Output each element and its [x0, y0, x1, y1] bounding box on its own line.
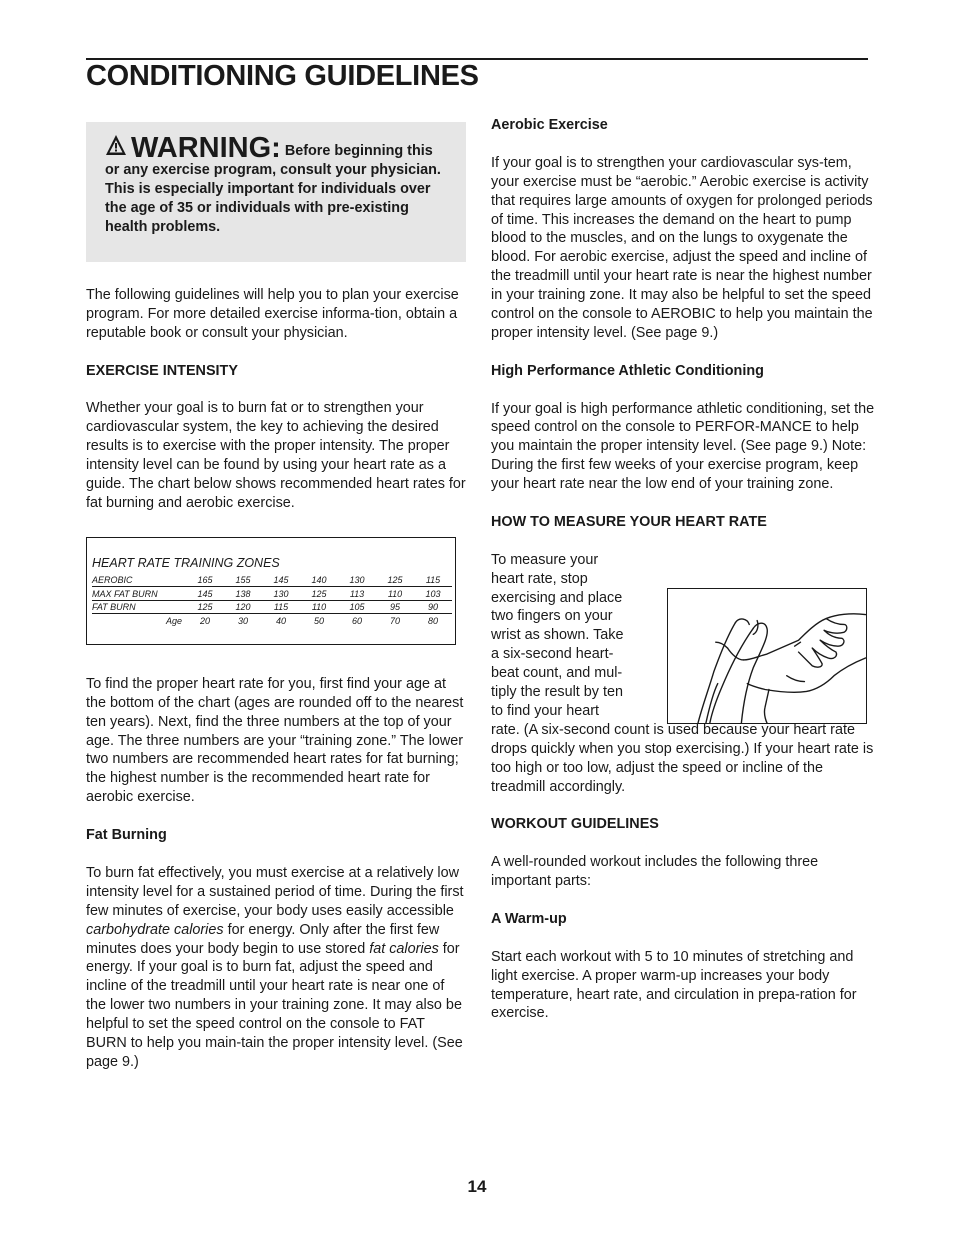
chart-cell: 125 [376, 574, 414, 587]
chart-cell: 115 [262, 600, 300, 614]
chart-cell: 125 [186, 600, 224, 614]
chart-cell: 165 [186, 574, 224, 587]
chart-row-label: MAX FAT BURN [92, 587, 186, 601]
chart-row-label: FAT BURN [92, 600, 186, 614]
warning-heading: WARNING: [131, 132, 281, 164]
workout-guidelines-paragraph: A well-rounded workout includes the following three important parts: [491, 854, 819, 890]
chart-cell: 138 [224, 587, 262, 601]
chart-cell: 145 [186, 587, 224, 601]
chart-cell: 130 [338, 574, 376, 587]
chart-age-cell: 40 [275, 615, 286, 626]
page-title: CONDITIONING GUIDELINES [86, 60, 479, 92]
chart-cell: 115 [414, 574, 452, 587]
chart-cell: 125 [300, 587, 338, 601]
fat-burning-heading: Fat Burning [86, 827, 167, 844]
high-performance-heading: High Performance Athletic Conditioning [491, 362, 764, 379]
measure-line: beat count, and mul- [491, 665, 623, 682]
chart-age-label: Age [165, 615, 182, 626]
chart-cell: 105 [338, 600, 376, 614]
fat-burning-paragraph: To burn fat effectively, you must exercise at a relatively low intensity level for a sustained period of time. During the first few minutes of exercise, your body uses easily accessible carbohydrate calories for energy. Only after the first few minutes does your body begin to use stored fat calories for energy. If your goal is to burn fat, adjust the speed and incline of the treadmill until your heart rate is near one of the lower two numbers in your training zone. It may also be helpful to set the speed control on the console to FAT BURN to help you main-tain the proper intensity level. (See page 9.) [86, 864, 464, 1070]
chart-row-max-fat-burn [92, 587, 452, 601]
page-number: 14 [467, 1177, 487, 1196]
left-column [86, 122, 468, 1072]
measure-heart-rate-heading: HOW TO MEASURE YOUR HEART RATE [491, 513, 767, 530]
chart-age-cell: 20 [199, 615, 210, 626]
chart-cell: 95 [376, 600, 414, 614]
chart-cell: 140 [300, 574, 338, 587]
warm-up-heading: A Warm-up [491, 910, 567, 927]
measure-line: To measure your [491, 551, 599, 568]
chart-age-cell: 70 [389, 615, 400, 626]
right-column [491, 116, 877, 1023]
warm-up-paragraph: Start each workout with 5 to 10 minutes of stretching and light exercise. A proper warm-up increases your body temperature, heart rate, and circulation in prepa-ration for exercise. [491, 948, 857, 1022]
heart-rate-table [92, 574, 452, 627]
measure-line: tiply the result by ten [491, 684, 623, 701]
aerobic-heading: Aerobic Exercise [491, 117, 608, 133]
chart-age-cell: 50 [313, 615, 324, 626]
high-performance-paragraph: If your goal is high performance athletic conditioning, set the speed control on the console to PERFOR-MANCE to help you maintain the proper intensity level. (See page 9.) Note: During the first few weeks of your exercise program, keep your heart rate near the low end of your training zone. [491, 400, 875, 493]
chart-cell: 110 [376, 587, 414, 601]
measure-line: heart rate, stop [491, 570, 588, 587]
chart-cell: 103 [414, 587, 452, 601]
warning-box [86, 122, 466, 262]
chart-cell: 113 [338, 587, 376, 601]
chart-age-cell: 80 [427, 615, 438, 626]
aerobic-paragraph: If your goal is to strengthen your cardiovascular sys-tem, your exercise must be “aerobic.” Aerobic exercise is activity that requires large amounts of oxygen for prolonged periods of time. This increases the demand on the heart to pump blood to the muscles, and on the lungs to oxygenate the blood. For aerobic exercise, adjust the speed and incline of the treadmill until your heart rate is near the highest number in your training zone. It may also be helpful to set the speed control on the console to AEROBIC to help you maintain the proper intensity level. (See page 9.) [491, 154, 873, 341]
warning-text: Before beginning this or any exercise program, consult your physician. This is especially important for individuals over the age of 35 or individuals with pre-existing health problems. [105, 143, 441, 235]
exercise-intensity-paragraph: Whether your goal is to burn fat or to strengthen your cardiovascular system, the key to achieving the desired results is to exercise with the proper intensity. The proper intensity level can be found by using your heart rate as a guide. The chart below shows recommended heart rates for fat burning and aerobic exercise. [86, 400, 466, 511]
measure-paragraph-rest: rate. (A six-second count is used because your heart rate drops quickly when you stop exercising.) If your heart rate is too high or too low, adjust the speed or incline of the treadmill accordingly. [491, 721, 874, 795]
chart-age-cell: 30 [237, 615, 248, 626]
measure-line: to find your heart [491, 703, 599, 720]
find-heart-rate-paragraph: To find the proper heart rate for you, first find your age at the bottom of the chart (ages are rounded off to the nearest ten years). Next, find the three numbers at the top of your age. The three numbers are your “training zone.” The lower two numbers are recommended heart rates for fat burning; the highest number is the recommended heart rate for aerobic exercise. [86, 675, 464, 806]
workout-guidelines-heading: WORKOUT GUIDELINES [491, 816, 659, 833]
chart-row-age [92, 614, 452, 627]
chart-title: HEART RATE TRAINING ZONES [92, 555, 280, 570]
measure-line: a six-second heart- [491, 646, 614, 663]
chart-cell: 110 [300, 600, 338, 614]
wrist-pulse-illustration [667, 588, 867, 724]
measure-line: two fingers on your [491, 608, 613, 625]
chart-cell: 90 [414, 600, 452, 614]
chart-row-label: AEROBIC [92, 574, 186, 587]
intro-paragraph: The following guidelines will help you to plan your exercise program. For more detailed exercise informa-tion, obtain a reputable book or consult your physician. [86, 287, 459, 341]
chart-cell: 120 [224, 600, 262, 614]
chart-cell: 130 [262, 587, 300, 601]
chart-row-fat-burn [92, 600, 452, 614]
exercise-intensity-heading: EXERCISE INTENSITY [86, 362, 238, 379]
chart-age-cell: 60 [351, 615, 362, 626]
chart-row-aerobic [92, 574, 452, 587]
chart-cell: 145 [262, 574, 300, 587]
warning-triangle-icon [105, 134, 127, 156]
measure-line: exercising and place [491, 589, 623, 606]
heart-rate-chart [86, 537, 456, 645]
chart-cell: 155 [224, 574, 262, 587]
measure-line: wrist as shown. Take [491, 627, 624, 644]
